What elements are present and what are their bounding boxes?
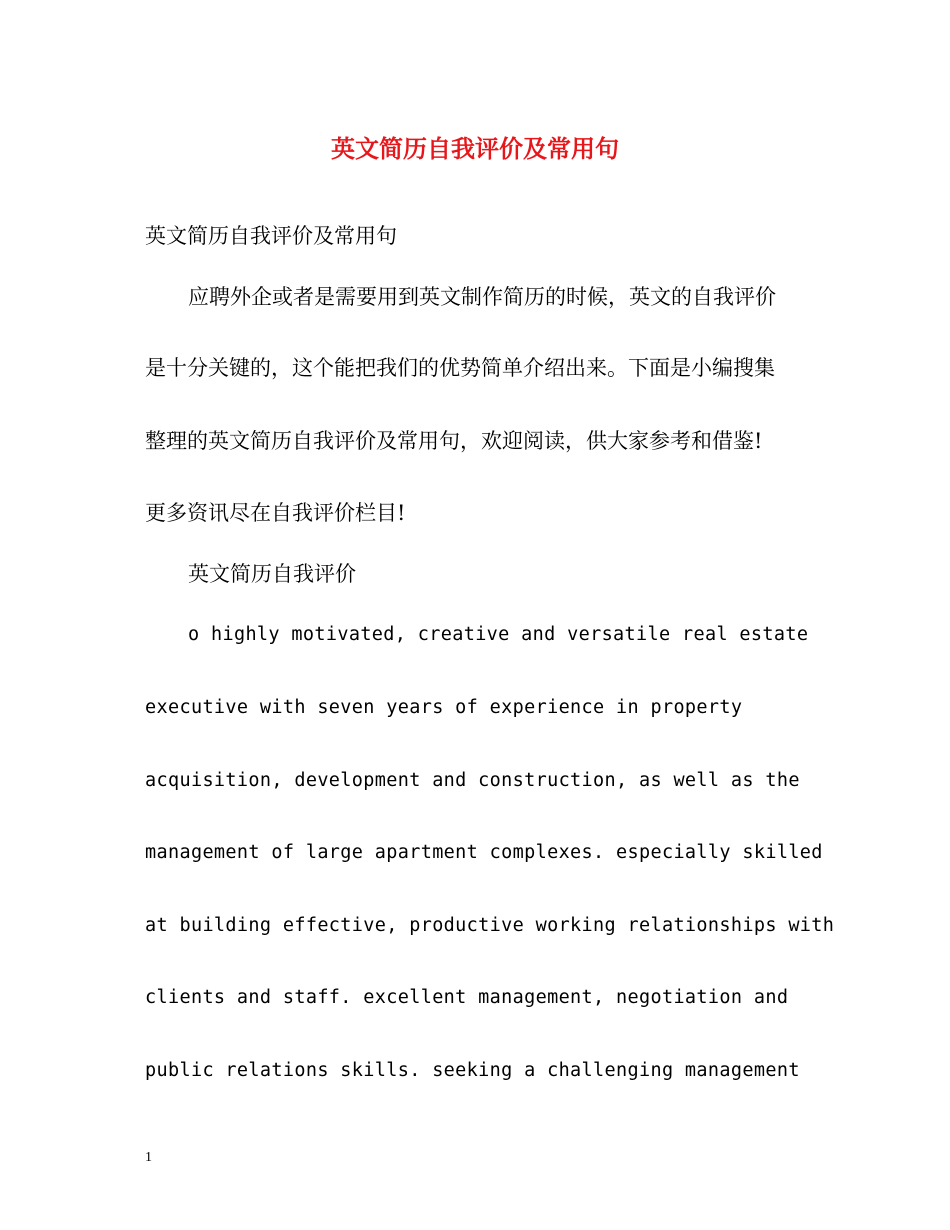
intro-line-2: 是十分关键的，这个能把我们的优势简单介绍出来。下面是小编搜集 [145, 356, 775, 380]
english-line-6: clients and staff. excellent management, negotiation and [145, 987, 789, 1008]
page-number: 1 [145, 1150, 152, 1165]
document-title: 英文简历自我评价及常用句 [331, 134, 619, 163]
intro-line-4: 更多资讯尽在自我评价栏目! [145, 501, 406, 525]
document-subtitle: 英文简历自我评价及常用句 [145, 224, 397, 248]
english-line-4: management of large apartment complexes. especially skilled [145, 842, 823, 863]
english-line-7: public relations skills. seeking a challenging management [145, 1060, 800, 1081]
english-line-1: o highly motivated, creative and versatile real estate [188, 624, 809, 645]
section-heading: 英文简历自我评价 [188, 562, 356, 586]
english-line-2: executive with seven years of experience in property [145, 697, 743, 718]
intro-line-1: 应聘外企或者是需要用到英文制作简历的时候，英文的自我评价 [188, 285, 776, 309]
english-line-3: acquisition, development and construction, as well as the [145, 770, 800, 791]
intro-line-3: 整理的英文简历自我评价及常用句，欢迎阅读，供大家参考和借鉴! [145, 429, 763, 453]
english-line-5: at building effective, productive working relationships with [145, 915, 835, 936]
